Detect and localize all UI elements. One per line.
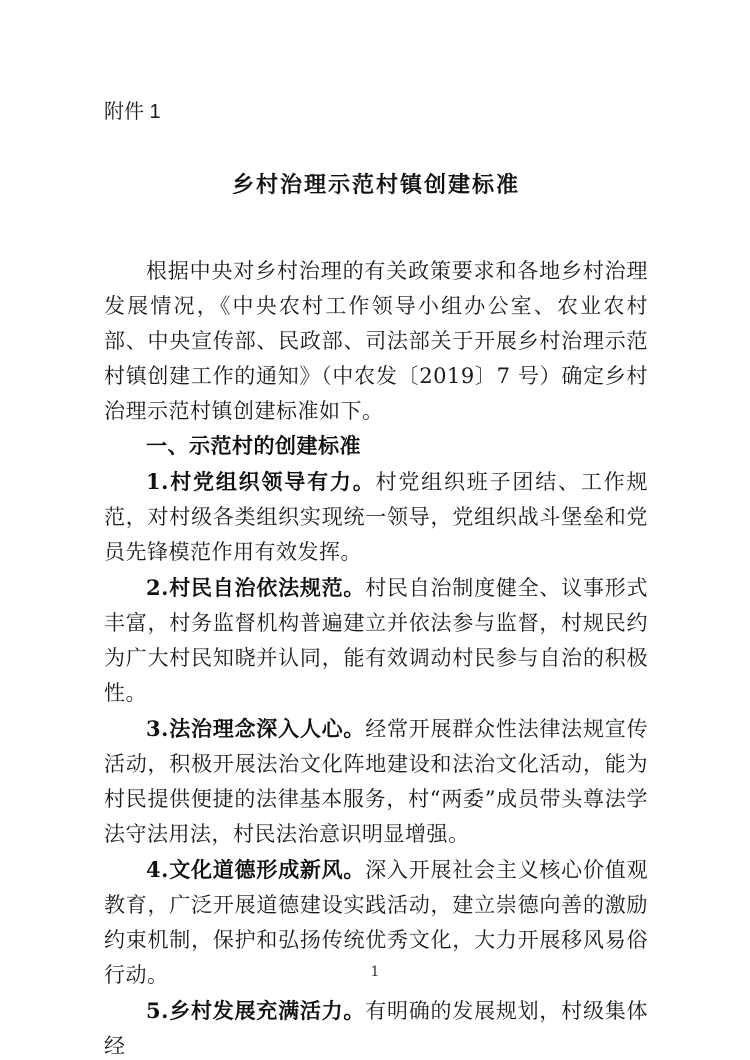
- page-number: 1: [370, 964, 380, 980]
- attachment-label: 附件 1: [104, 101, 161, 123]
- item-lead: 3.法治理念深入人心。: [146, 716, 366, 741]
- intro-paragraph: 根据中央对乡村治理的有关政策要求和各地乡村治理发展情况，《中央农村工作领导小组办公室、农业农村部、中央宣传部、民政部、司法部关于开展乡村治理示范村镇创建工作的通知》（中农发〔2019〕7 号）确定乡村治理示范村镇创建标准如下。: [104, 259, 648, 423]
- item-body: 经常开展群众性法律法规宣传活动，积极开展法治文化阵地建设和法治文化活动，能为村民提供便捷的法律基本服务，村“两委”成员带头尊法学法守法用法，村民法治意识明显增强。: [104, 717, 648, 846]
- item-body: 有明确的发展规划，村级集体经: [104, 999, 648, 1058]
- section-heading: 一、示范村的创建标准: [146, 435, 361, 458]
- numbered-item: [104, 464, 648, 570]
- item-lead: 1.村党组织领导有力。: [146, 469, 376, 494]
- item-lead: 2.村民自治依法规范。: [146, 575, 366, 600]
- item-lead: 4.文化道德形成新风。: [146, 857, 366, 882]
- page-title: 乡村治理示范村镇创建标准: [231, 172, 520, 198]
- item-lead: 5.乡村发展充满活力。: [146, 998, 366, 1023]
- item-body: 村党组织班子团结、工作规范，对村级各类组织实现统一领导，党组织战斗堡垒和党员先锋模范作用有效发挥。: [104, 470, 648, 564]
- item-body: 深入开展社会主义核心价值观教育，广泛开展道德建设实践活动，建立崇德向善的激励约束机制，保护和弘扬传统优秀文化，大力开展移风易俗行动。: [104, 858, 648, 987]
- item-body: 村民自治制度健全、议事形式丰富，村务监督机构普遍建立并依法参与监督，村规民约为广大村民知晓并认同，能有效调动村民参与自治的积极性。: [104, 576, 648, 705]
- numbered-item: [104, 993, 648, 1060]
- document-body: [104, 254, 648, 1060]
- numbered-item: [104, 711, 648, 852]
- numbered-item: [104, 570, 648, 711]
